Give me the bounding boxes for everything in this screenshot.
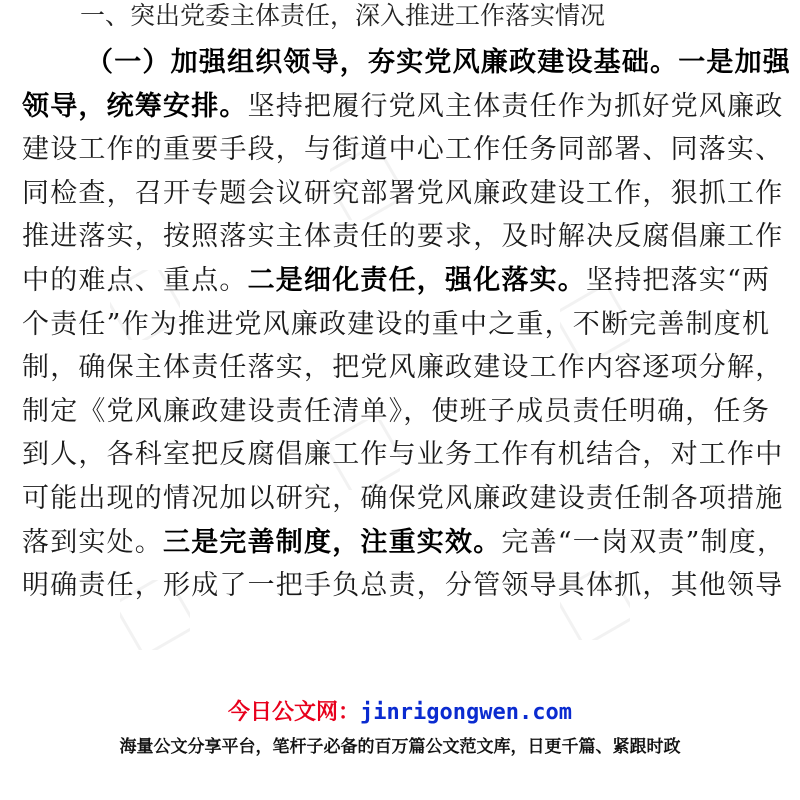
text-segment: 个责任”作为推进党风廉政建设的重中之重，不断完善制度机 bbox=[22, 308, 771, 340]
text-segment: 制定《党风廉政建设责任清单》，使班子成员责任明确，任务 bbox=[22, 395, 770, 427]
paragraph-line bbox=[22, 133, 782, 167]
text-segment: 制，确保主体责任落实，把党风廉政建设工作内容逐项分解， bbox=[22, 352, 784, 384]
bold-text-segment: （一）加强组织领导，夯实党风廉政建设基础。一是加强 bbox=[86, 47, 791, 78]
paragraph-line bbox=[22, 308, 782, 342]
text-segment: 坚持把履行党风主体责任作为抓好党风廉政 bbox=[247, 90, 784, 122]
footer-site-line bbox=[0, 698, 800, 728]
paragraph-line bbox=[22, 90, 782, 124]
paragraph-line bbox=[22, 220, 782, 254]
bold-text-segment: 领导，统筹安排。 bbox=[22, 90, 248, 122]
text-segment: 完善“一岗双责”制度， bbox=[501, 526, 786, 558]
text-segment: 同检查，召开专题会议研究部署党风廉政建设工作，狠抓工作 bbox=[22, 177, 784, 209]
text-segment: 可能出现的情况加以研究，确保党风廉政建设责任制各项措施 bbox=[22, 483, 784, 514]
paragraph-line bbox=[22, 482, 782, 516]
site-name: 今日公文网： bbox=[228, 700, 361, 725]
footer-tagline: 海量公文分享平台，笔杆子必备的百万篇公文范文库，日更千篇、紧跟时政 bbox=[119, 737, 681, 757]
text-segment: 中的难点、重点。 bbox=[22, 265, 248, 296]
text-segment: 落到实处。 bbox=[22, 526, 163, 558]
text-segment: 到人，各科室把反腐倡廉工作与业务工作有机结合，对工作中 bbox=[22, 439, 784, 471]
paragraph-line bbox=[22, 569, 782, 603]
paragraph-line bbox=[22, 526, 786, 560]
site-url-link[interactable]: jinrigongwen.com bbox=[360, 700, 572, 725]
paragraph-line bbox=[86, 46, 800, 80]
paragraph-line bbox=[22, 351, 782, 385]
bold-text-segment: 三是完善制度，注重实效。 bbox=[163, 526, 502, 558]
section-heading: 一、突出党委主体责任，深入推进工作落实情况 bbox=[80, 1, 606, 30]
text-segment: 推进落实，按照落实主体责任的要求，及时解决反腐倡廉工作 bbox=[22, 221, 784, 253]
paragraph-line bbox=[22, 264, 782, 298]
paragraph-line bbox=[22, 177, 782, 211]
paragraph-line bbox=[22, 438, 782, 472]
text-segment: 坚持把落实“两 bbox=[586, 265, 771, 296]
text-segment: 建设工作的重要手段，与街道中心工作任务同部署、同落实、 bbox=[22, 134, 784, 166]
bold-text-segment: 二是细化责任，强化落实。 bbox=[247, 265, 587, 296]
paragraph-line bbox=[22, 395, 782, 429]
text-segment: 明确责任，形成了一把手负总责，分管领导具体抓，其他领导 bbox=[22, 570, 784, 602]
